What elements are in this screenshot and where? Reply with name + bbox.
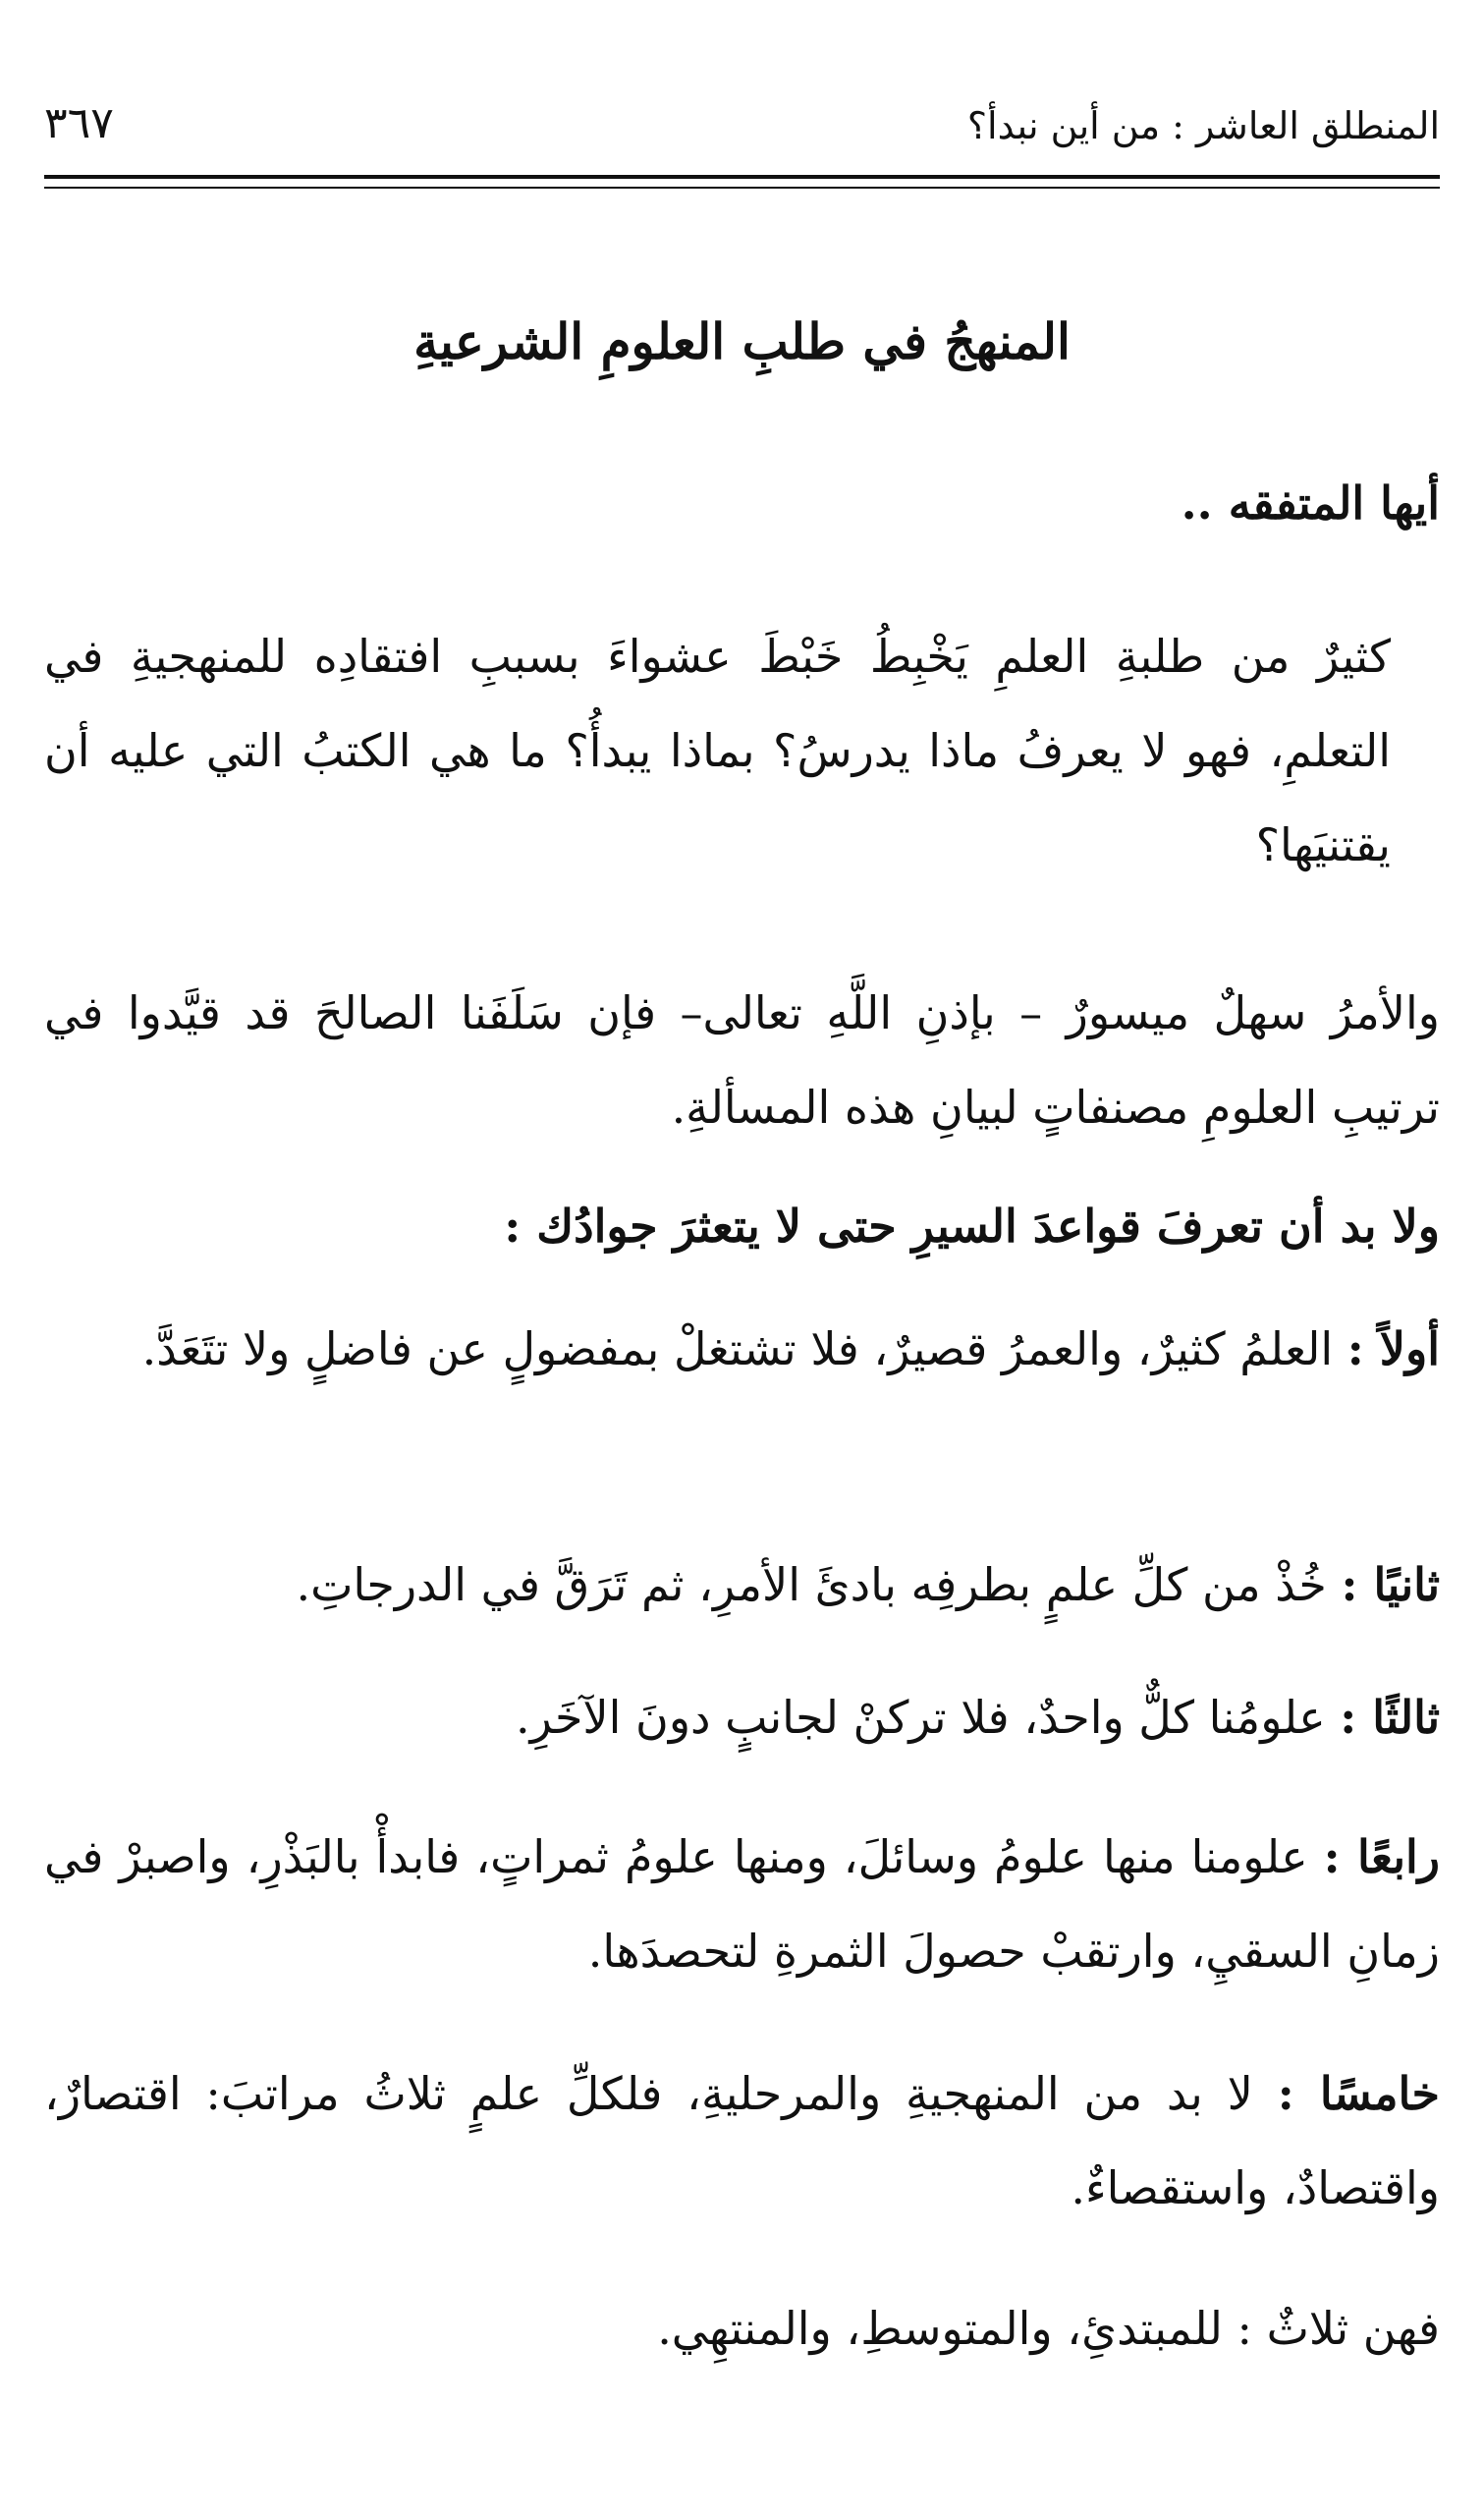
rule-item-second <box>44 1538 1440 1632</box>
rule-label: ثالثًا : <box>1340 1691 1440 1744</box>
address-line: أيها المتفقه .. <box>1181 476 1440 530</box>
rule-text: خُذْ من كلِّ علمٍ بطرفِه بادئَ الأمرِ، ثم تَرَقَّ في الدرجاتِ. <box>296 1558 1327 1611</box>
section-title: المنهجُ في طلبِ العلومِ الشرعيةِ <box>413 312 1071 370</box>
rule-text: لا بد من المنهجيةِ والمرحليةِ، فلكلِّ علمٍ ثلاثُ مراتبَ: اقتصارٌ، واقتصادٌ، واستقصاءٌ. <box>44 2067 1440 2214</box>
paragraph-method: والأمرُ سهلٌ ميسورٌ – بإذنِ اللَّهِ تعالى– فإن سَلَفَنا الصالحَ قد قيَّدوا في ترتيبِ العلومِ مصنفاتٍ لبيانِ هذه المسألةِ. <box>44 986 1440 1134</box>
paragraph-intro: كثيرٌ من طلبةِ العلمِ يَخْبِطُ خَبْطَ عشواءَ بسببِ افتقادِه للمنهجيةِ في التعلمِ، فهو لا يعرفُ ماذا يدرسُ؟ بماذا يبدأُ؟ ما هي الكتبُ التي عليه أن يقتنيَها؟ <box>44 630 1391 871</box>
closing-line: فهن ثلاثٌ : للمبتدئِ، والمتوسطِ، والمنتهِي. <box>657 2302 1440 2355</box>
rule-text: العلمُ كثيرٌ، والعمرُ قصيرٌ، فلا تشتغلْ بمفضولٍ عن فاضلٍ ولا تتَعَدَّ. <box>141 1322 1334 1375</box>
header-rule-thin <box>44 187 1440 189</box>
rule-item-first <box>44 1302 1440 1396</box>
rule-label: رابعًا : <box>1323 1830 1441 1883</box>
page-header <box>44 86 1440 155</box>
page-number: ٣٦٧ <box>44 98 114 148</box>
chapter-title: المنطلق العاشر : من أين نبدأ؟ <box>966 104 1440 147</box>
header-rule-thick <box>44 175 1440 179</box>
rule-item-third <box>44 1670 1440 1764</box>
rule-label: أولاً : <box>1347 1322 1440 1375</box>
rule-item-fifth <box>44 2046 1440 2235</box>
rules-heading: ولا بد أن تعرفَ قواعدَ السيرِ حتى لا يتعثرَ جوادُك : <box>504 1200 1440 1253</box>
rule-label: خامسًا : <box>1277 2067 1440 2120</box>
rule-label: ثانيًا : <box>1341 1558 1440 1611</box>
rule-item-fourth <box>44 1810 1440 1998</box>
rule-text: علومُنا كلٌّ واحدٌ، فلا تركنْ لجانبٍ دونَ الآخَرِ. <box>515 1691 1326 1744</box>
rule-text: علومنا منها علومُ وسائلَ، ومنها علومُ ثمراتٍ، فابدأْ بالبَذْرِ، واصبرْ في زمانِ السقيِ، وارتقبْ حصولَ الثمرةِ لتحصدَها. <box>44 1830 1440 1978</box>
